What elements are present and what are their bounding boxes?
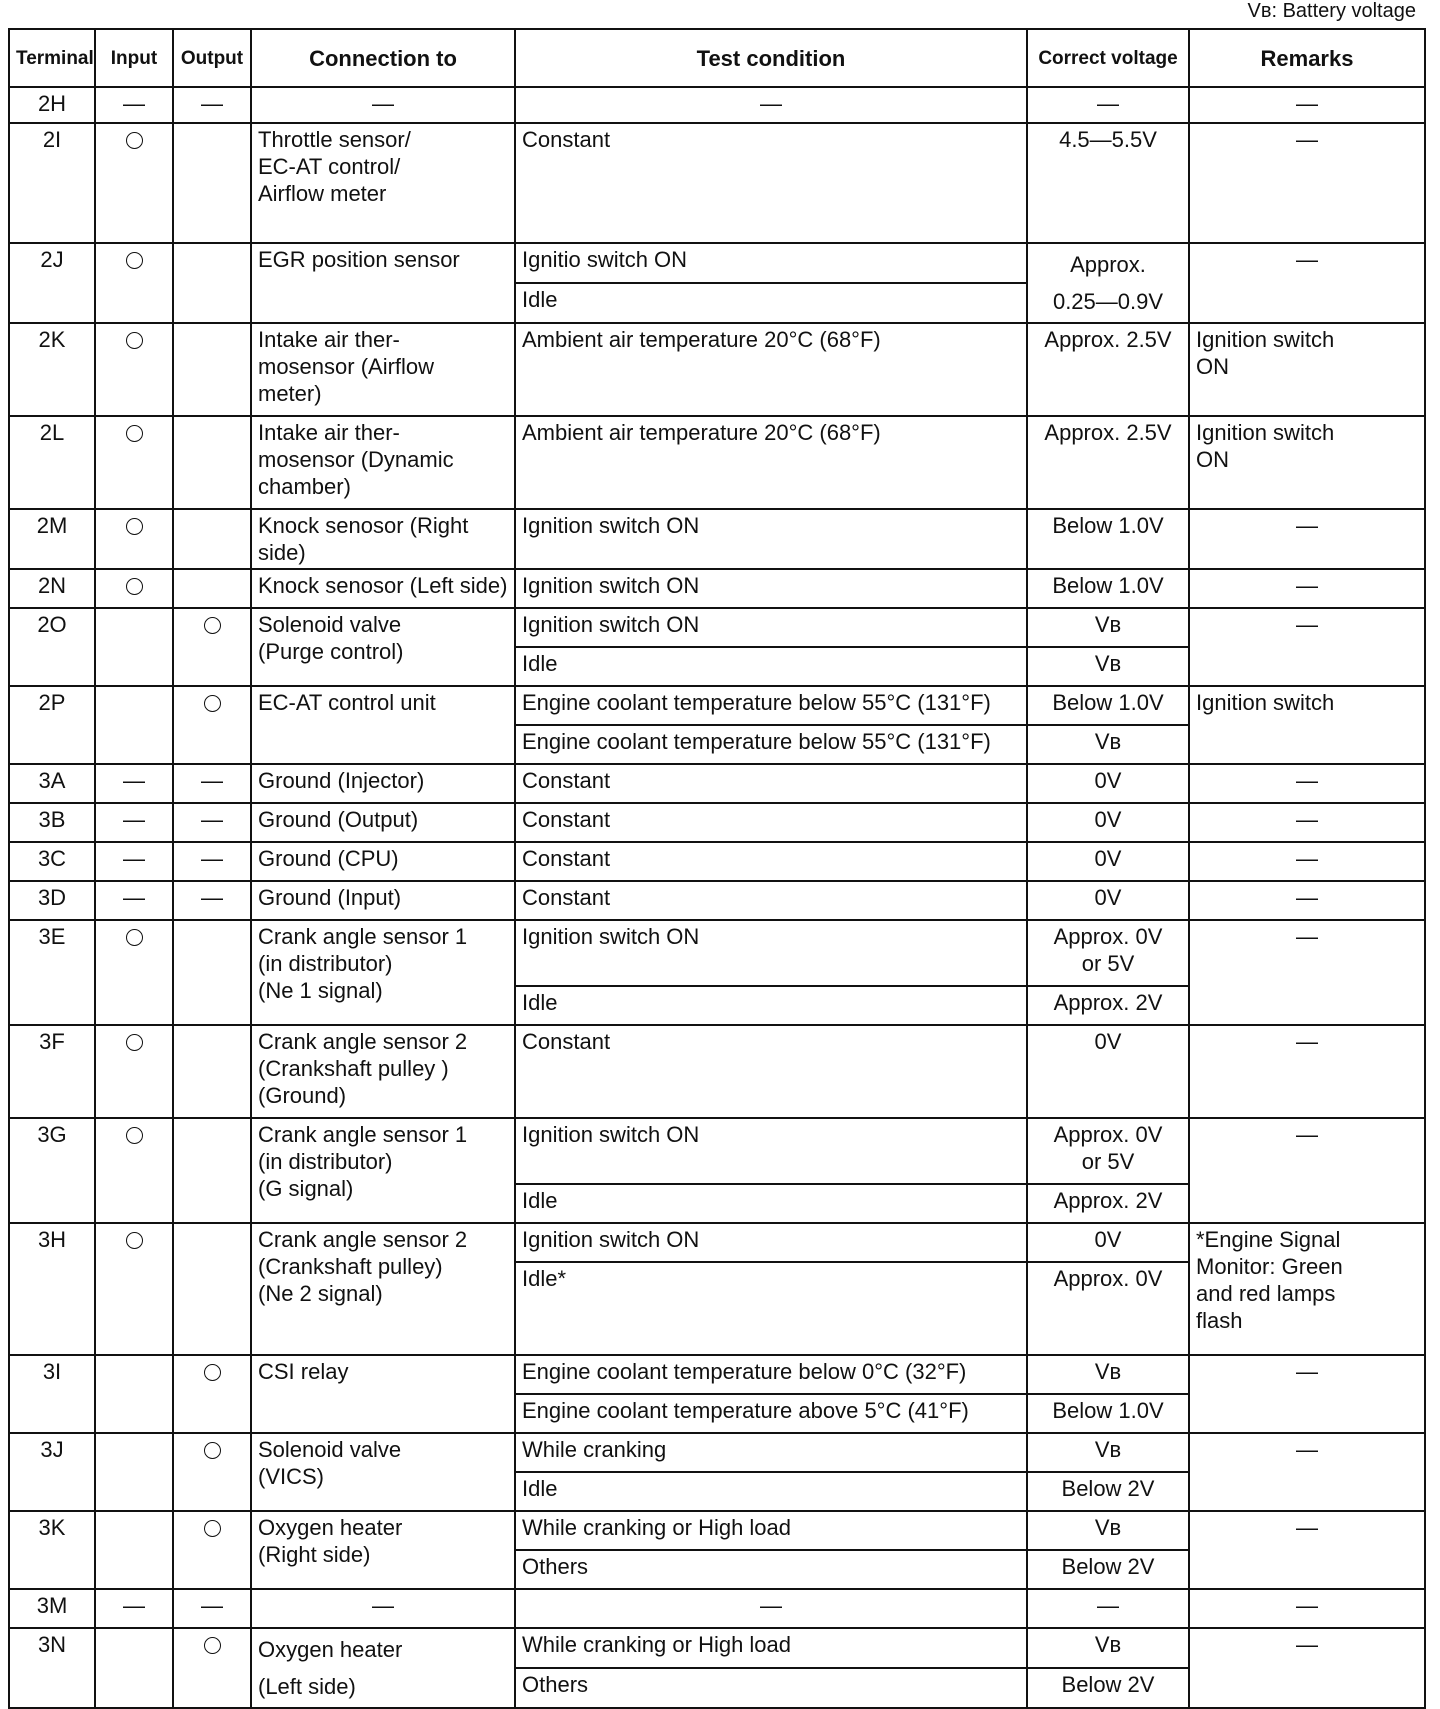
input-cell (95, 1355, 173, 1433)
voltage-cell: Vʙ (1027, 725, 1189, 764)
voltage-cell: Approx. 2V (1027, 1184, 1189, 1223)
connection-cell: Ground (CPU) (251, 842, 515, 881)
voltage-cell: — (1027, 1589, 1189, 1628)
table-row (9, 1223, 1425, 1262)
remarks-cell: — (1189, 920, 1425, 1025)
terminal-cell: 2M (9, 509, 95, 569)
voltage-cell: — (1027, 87, 1189, 123)
voltage-cell: Approx. 0.25—0.9V (1027, 243, 1189, 323)
condition-cell: Ignition switch ON (515, 569, 1027, 608)
voltage-cell: Approx. 0V or 5V (1027, 1118, 1189, 1184)
remarks-cell: *Engine Signal Monitor: Green and red lamps flash (1189, 1223, 1425, 1355)
condition-cell: Idle (515, 1472, 1027, 1511)
connection-cell: Oxygen heater (Left side) (251, 1628, 515, 1708)
terminal-cell: 2P (9, 686, 95, 764)
table-row (9, 1433, 1425, 1472)
table-row (9, 686, 1425, 725)
output-cell (173, 1025, 251, 1118)
connection-cell: EC-AT control unit (251, 686, 515, 764)
connection-cell: Knock senosor (Left side) (251, 569, 515, 608)
remarks-cell: — (1189, 1118, 1425, 1223)
table-row (9, 509, 1425, 569)
voltage-cell: Vʙ (1027, 1628, 1189, 1668)
output-cell (173, 1355, 251, 1433)
table-row (9, 1118, 1425, 1184)
table-row (9, 87, 1425, 123)
input-cell (95, 1223, 173, 1355)
table-row (9, 243, 1425, 283)
table-row (9, 764, 1425, 803)
condition-cell: Ignition switch ON (515, 608, 1027, 647)
connection-cell: EGR position sensor (251, 243, 515, 323)
remarks-cell: — (1189, 123, 1425, 243)
condition-cell: Ignition switch ON (515, 509, 1027, 569)
condition-cell: Constant (515, 123, 1027, 243)
condition-cell: Engine coolant temperature below 55°C (131°F) (515, 686, 1027, 725)
output-cell (173, 509, 251, 569)
connection-cell: Solenoid valve (Purge control) (251, 608, 515, 686)
remarks-cell: Ignition switch (1189, 686, 1425, 764)
voltage-cell: 0V (1027, 1025, 1189, 1118)
output-cell (173, 1628, 251, 1708)
terminal-cell: 3F (9, 1025, 95, 1118)
condition-cell: Ambient air temperature 20°C (68°F) (515, 323, 1027, 416)
terminal-cell: 3M (9, 1589, 95, 1628)
table-row (9, 416, 1425, 509)
connection-cell: Ground (Injector) (251, 764, 515, 803)
connection-cell: CSI relay (251, 1355, 515, 1433)
connection-cell: Solenoid valve (VICS) (251, 1433, 515, 1511)
terminal-cell: 3N (9, 1628, 95, 1708)
voltage-cell: Vʙ (1027, 647, 1189, 686)
condition-cell: Ambient air temperature 20°C (68°F) (515, 416, 1027, 509)
condition-cell: Ignition switch ON (515, 1223, 1027, 1262)
circle-icon (126, 252, 143, 269)
condition-cell: Idle (515, 1184, 1027, 1223)
condition-cell: Idle* (515, 1262, 1027, 1355)
table-row (9, 1025, 1425, 1118)
voltage-cell: Vʙ (1027, 1355, 1189, 1394)
voltage-cell: Approx. 2.5V (1027, 416, 1189, 509)
terminal-cell: 3H (9, 1223, 95, 1355)
table-row (9, 881, 1425, 920)
circle-icon (126, 332, 143, 349)
table-row (9, 842, 1425, 881)
remarks-cell: Ignition switch ON (1189, 323, 1425, 416)
connection-cell: Crank angle sensor 1 (in distributor) (G signal) (251, 1118, 515, 1223)
voltage-cell: Vʙ (1027, 1511, 1189, 1550)
output-cell: — (173, 842, 251, 881)
voltage-cell: 0V (1027, 881, 1189, 920)
header-row (9, 29, 1425, 87)
connection-cell: Crank angle sensor 1 (in distributor) (Ne 1 signal) (251, 920, 515, 1025)
voltage-cell: 0V (1027, 842, 1189, 881)
circle-icon (126, 425, 143, 442)
remarks-cell: Ignition switch ON (1189, 416, 1425, 509)
condition-cell: Constant (515, 803, 1027, 842)
condition-cell: While cranking or High load (515, 1628, 1027, 1668)
battery-voltage-note: Vʙ: Battery voltage (1247, 0, 1416, 22)
input-cell (95, 1025, 173, 1118)
input-cell (95, 323, 173, 416)
voltage-cell: Approx. 0V (1027, 1262, 1189, 1355)
condition-cell: Ignition switch ON (515, 1118, 1027, 1184)
input-cell (95, 1628, 173, 1708)
input-cell: — (95, 764, 173, 803)
connection-cell: Oxygen heater (Right side) (251, 1511, 515, 1589)
circle-icon (126, 132, 143, 149)
remarks-cell: — (1189, 569, 1425, 608)
condition-cell: Ignitio switch ON (515, 243, 1027, 283)
remarks-cell: — (1189, 803, 1425, 842)
condition-cell: Engine coolant temperature below 55°C (131°F) (515, 725, 1027, 764)
input-cell (95, 123, 173, 243)
table-row (9, 1511, 1425, 1550)
condition-cell: Idle (515, 986, 1027, 1025)
input-cell (95, 243, 173, 323)
output-cell (173, 686, 251, 764)
condition-cell: Others (515, 1550, 1027, 1589)
input-cell (95, 608, 173, 686)
remarks-cell: — (1189, 764, 1425, 803)
voltage-cell: Vʙ (1027, 1433, 1189, 1472)
connection-cell: Intake air ther- mosensor (Dynamic chamber) (251, 416, 515, 509)
table-row (9, 1589, 1425, 1628)
circle-icon (126, 929, 143, 946)
remarks-cell: — (1189, 1355, 1425, 1433)
remarks-cell: — (1189, 842, 1425, 881)
condition-cell: Constant (515, 764, 1027, 803)
connection-cell: Throttle sensor/ EC-AT control/ Airflow meter (251, 123, 515, 243)
input-cell: — (95, 1589, 173, 1628)
voltage-cell: Below 1.0V (1027, 569, 1189, 608)
connection-cell: Ground (Input) (251, 881, 515, 920)
terminal-cell: 2O (9, 608, 95, 686)
header-connection: Connection to (251, 29, 515, 87)
voltage-cell: Below 2V (1027, 1550, 1189, 1589)
voltage-cell: 4.5—5.5V (1027, 123, 1189, 243)
table-row (9, 1355, 1425, 1394)
terminal-cell: 2K (9, 323, 95, 416)
input-cell (95, 509, 173, 569)
remarks-cell: — (1189, 509, 1425, 569)
condition-cell: While cranking (515, 1433, 1027, 1472)
output-cell: — (173, 87, 251, 123)
circle-icon (126, 518, 143, 535)
condition-cell: Engine coolant temperature above 5°C (41°F) (515, 1394, 1027, 1433)
header-correct-voltage: Correct voltage (1027, 29, 1189, 87)
output-cell (173, 608, 251, 686)
condition-cell: Constant (515, 881, 1027, 920)
terminal-cell: 3I (9, 1355, 95, 1433)
connection-cell: — (251, 87, 515, 123)
output-cell (173, 1511, 251, 1589)
remarks-cell: — (1189, 1589, 1425, 1628)
voltage-cell: 0V (1027, 1223, 1189, 1262)
table-row (9, 803, 1425, 842)
remarks-cell: — (1189, 608, 1425, 686)
table-row (9, 123, 1425, 243)
output-cell (173, 1118, 251, 1223)
terminal-cell: 3D (9, 881, 95, 920)
input-cell (95, 686, 173, 764)
connection-cell: Ground (Output) (251, 803, 515, 842)
circle-icon (204, 695, 221, 712)
terminal-cell: 2N (9, 569, 95, 608)
terminal-cell: 3E (9, 920, 95, 1025)
condition-cell: While cranking or High load (515, 1511, 1027, 1550)
output-cell: — (173, 764, 251, 803)
header-remarks: Remarks (1189, 29, 1425, 87)
terminal-cell: 3C (9, 842, 95, 881)
terminal-cell: 2L (9, 416, 95, 509)
voltage-cell: Below 1.0V (1027, 509, 1189, 569)
output-cell (173, 123, 251, 243)
remarks-cell: — (1189, 87, 1425, 123)
voltage-cell: Below 1.0V (1027, 686, 1189, 725)
remarks-cell: — (1189, 1628, 1425, 1708)
condition-cell: Others (515, 1668, 1027, 1708)
condition-cell: Ignition switch ON (515, 920, 1027, 986)
voltage-cell: Approx. 0V or 5V (1027, 920, 1189, 986)
table-row (9, 1628, 1425, 1668)
circle-icon (126, 1127, 143, 1144)
connection-cell: — (251, 1589, 515, 1628)
input-cell: — (95, 881, 173, 920)
voltage-cell: 0V (1027, 803, 1189, 842)
circle-icon (126, 1034, 143, 1051)
terminal-cell: 2I (9, 123, 95, 243)
input-cell: — (95, 87, 173, 123)
output-cell (173, 1223, 251, 1355)
connection-cell: Crank angle sensor 2 (Crankshaft pulley) (Ne 2 signal) (251, 1223, 515, 1355)
terminal-cell: 3J (9, 1433, 95, 1511)
circle-icon (204, 1442, 221, 1459)
condition-cell: Constant (515, 1025, 1027, 1118)
header-terminal: Terminal (9, 29, 95, 87)
header-test-condition: Test condition (515, 29, 1027, 87)
terminal-cell: 3B (9, 803, 95, 842)
header-output: Output (173, 29, 251, 87)
remarks-cell: — (1189, 1025, 1425, 1118)
voltage-cell: Below 1.0V (1027, 1394, 1189, 1433)
table-row (9, 323, 1425, 416)
output-cell (173, 1433, 251, 1511)
condition-cell: Engine coolant temperature below 0°C (32°F) (515, 1355, 1027, 1394)
output-cell (173, 243, 251, 323)
condition-cell: — (515, 1589, 1027, 1628)
output-cell (173, 569, 251, 608)
connection-cell: Crank angle sensor 2 (Crankshaft pulley ) (Ground) (251, 1025, 515, 1118)
voltage-cell: Approx. 2.5V (1027, 323, 1189, 416)
voltage-cell: Below 2V (1027, 1472, 1189, 1511)
circle-icon (204, 1364, 221, 1381)
condition-cell: — (515, 87, 1027, 123)
input-cell: — (95, 842, 173, 881)
input-cell (95, 1511, 173, 1589)
input-cell (95, 920, 173, 1025)
condition-cell: Idle (515, 283, 1027, 323)
remarks-cell: — (1189, 243, 1425, 323)
ecu-terminal-voltage-table (8, 28, 1426, 1709)
terminal-cell: 2J (9, 243, 95, 323)
terminal-cell: 2H (9, 87, 95, 123)
voltage-cell: Vʙ (1027, 608, 1189, 647)
circle-icon (204, 617, 221, 634)
condition-cell: Constant (515, 842, 1027, 881)
circle-icon (126, 578, 143, 595)
table-row (9, 920, 1425, 986)
voltage-cell: 0V (1027, 764, 1189, 803)
output-cell: — (173, 1589, 251, 1628)
table-row (9, 608, 1425, 647)
input-cell (95, 569, 173, 608)
terminal-cell: 3K (9, 1511, 95, 1589)
output-cell (173, 920, 251, 1025)
output-cell (173, 323, 251, 416)
input-cell (95, 1433, 173, 1511)
connection-cell: Intake air ther- mosensor (Airflow meter) (251, 323, 515, 416)
header-input: Input (95, 29, 173, 87)
remarks-cell: — (1189, 881, 1425, 920)
voltage-cell: Approx. 2V (1027, 986, 1189, 1025)
input-cell (95, 416, 173, 509)
terminal-cell: 3A (9, 764, 95, 803)
table-row (9, 569, 1425, 608)
voltage-cell: Below 2V (1027, 1668, 1189, 1708)
circle-icon (204, 1520, 221, 1537)
circle-icon (204, 1637, 221, 1654)
terminal-cell: 3G (9, 1118, 95, 1223)
output-cell (173, 416, 251, 509)
output-cell: — (173, 881, 251, 920)
condition-cell: Idle (515, 647, 1027, 686)
connection-cell: Knock senosor (Right side) (251, 509, 515, 569)
remarks-cell: — (1189, 1511, 1425, 1589)
input-cell: — (95, 803, 173, 842)
output-cell: — (173, 803, 251, 842)
remarks-cell: — (1189, 1433, 1425, 1511)
input-cell (95, 1118, 173, 1223)
circle-icon (126, 1232, 143, 1249)
